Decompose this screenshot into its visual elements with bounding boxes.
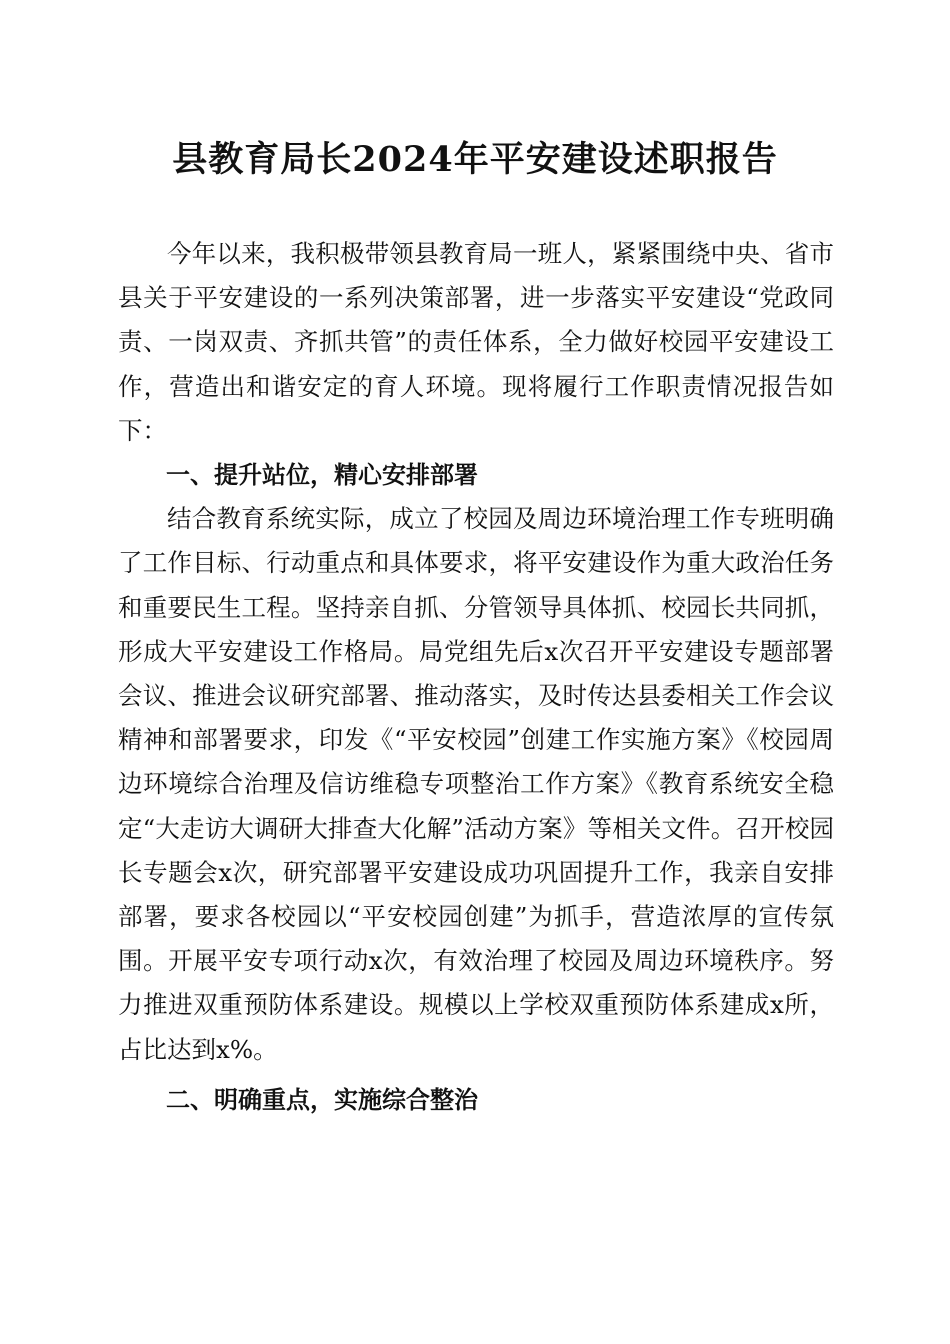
section-1-paragraph: 结合教育系统实际，成立了校园及周边环境治理工作专班明确了工作目标、行动重点和具体要求，将平安建设作为重大政治任务和重要民生工程。坚持亲自抓、分管领导具体抓、校园长共同抓，形成大平安建设工作格局。局党组先后x次召开平安建设专题部署会议、推进会议研究部署、推动落实，及时传达县委相关工作会议精神和部署要求，印发《“平安校园”创建工作实施方案》《校园周边环境综合治理及信访维稳专项整治工作方案》《教育系统安全稳定“大走访大调研大排查大化解”活动方案》等相关文件。召开校园长专题会x次，研究部署平安建设成功巩固提升工作，我亲自安排部署，要求各校园以“平安校园创建”为抓手，营造浓厚的宣传氛围。开展平安专项行动x次，有效治理了校园及周边环境秩序。努力推进双重预防体系建设。规模以上学校双重预防体系建成x所，占比达到x%。 (118, 504, 834, 1064)
document-body (118, 232, 834, 1122)
intro-paragraph: 今年以来，我积极带领县教育局一班人，紧紧围绕中央、省市县关于平安建设的一系列决策部署，进一步落实平安建设“党政同责、一岗双责、齐抓共管”的责任体系，全力做好校园平安建设工作，营造出和谐安定的育人环境。现将履行工作职责情况报告如下： (118, 239, 834, 445)
section-2-heading: 二、明确重点，实施综合整治 (166, 1085, 478, 1114)
document-title: 县教育局长2024年平安建设述职报告 (172, 139, 778, 180)
section-1-heading: 一、提升站位，精心安排部署 (166, 461, 478, 490)
